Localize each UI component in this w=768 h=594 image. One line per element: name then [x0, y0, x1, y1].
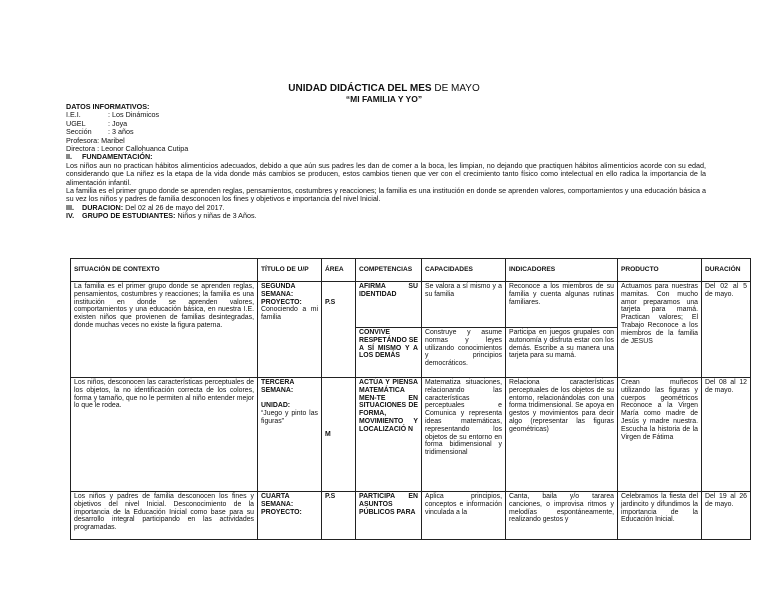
table-row [71, 492, 751, 540]
directora-row: Directora : Leonor Callohuanca Cutipa [66, 144, 189, 154]
cell-indicador: Relaciona características perceptuales de los objetos de su entorno, relacionándolas con una forma tridimensional. Se apoya en gestos y movimientos para decir algo (representar las figuras geométricas) [506, 378, 618, 492]
ie-row: I.E.I. : Los Dinámicos [66, 110, 160, 120]
grupo-row: IV. GRUPO DE ESTUDIANTES: Niños y niñas de 3 Años. [66, 211, 257, 221]
cell-titulo: TERCERA SEMANA: UNIDAD: “Juego y pinto las figuras” [258, 378, 322, 492]
cell-duracion: Del 08 al 12 de mayo. [702, 378, 751, 492]
cell-indicador: Participa en juegos grupales con autonomía y disfruta estar con los demás. Escribe a su manera una tarjeta para su mamá. [506, 328, 618, 378]
header-competencias: COMPETENCIAS [356, 259, 422, 282]
header-capacidades: CAPACIDADES [422, 259, 506, 282]
fundamentacion-paragraph-2: La familia es el primer grupo donde se aprenden reglas, pensamientos, costumbres y reacciones; la familia es una institución en donde se aprenden valores, comportamientos y una educación básica a su vez los niños y padres de familia desconocen los fines y objetivos e importancia del nivel Inicial. [66, 186, 706, 204]
cell-indicador: Reconoce a los miembros de su familia y cuenta algunas rutinas familiares. [506, 282, 618, 328]
header-area: ÁREA [322, 259, 356, 282]
cell-producto: Actuamos para nuestras mamitas. Con mucho amor preparamos una tarjeta para mamá. Practican valores; El Trabajo Reconoce a los miembros de la familia de JESUS [618, 282, 702, 378]
header-indicadores: INDICADORES [506, 259, 618, 282]
info-section [66, 103, 706, 221]
fundamentacion-paragraph-1: Los niños aun no practican hábitos alimenticios adecuados, debido a que aún sus padres les dan de comer a la boca, les limpian, no dejando que practiquen hábitos alimenticios acorde con su edad, considerando que La niñez es la etapa de la vida donde más cambios se producen, estos cambios tienen que ver con el crecimiento tanto físico como intelectual en ello radica la importancia de la alimentación infantil. [66, 160, 706, 187]
cell-area: M [322, 378, 356, 492]
table-header-row [71, 259, 751, 282]
unidad-table [70, 258, 751, 540]
cell-situacion: Los niños y padres de familia desconocen los fines y objetivos del nivel Inicial. Desconocimiento de la importancia de la Educación Inicial como base para su desarrollo integral participando en las actividades programadas. [71, 492, 258, 540]
cell-duracion: Del 19 al 26 de mayo. [702, 492, 751, 540]
cell-titulo: CUARTA SEMANA: PROYECTO: [258, 492, 322, 540]
cell-indicador: Canta, baila y/o tararea canciones, o improvisa ritmos y melodías espontáneamente, realizando gestos y [506, 492, 618, 540]
fundamentacion-heading: II. FUNDAMENTACIÓN: [66, 152, 153, 162]
ugel-row: UGEL : Joya [66, 118, 128, 128]
cell-competencia: ACTÚA Y PIENSA MATEMÁTICA MEN-TE EN SITUACIONES DE FORMA, MOVIMIENTO Y LOCALIZACIÓ N [356, 378, 422, 492]
cell-competencia: CONVIVE RESPETÁNDO SE A SÍ MISMO Y A LOS DEMÁS [356, 328, 422, 378]
seccion-row: Sección : 3 años [66, 127, 134, 137]
cell-competencia: PARTICIPA EN ASUNTOS PÚBLICOS PARA [356, 492, 422, 540]
cell-situacion: La familia es el primer grupo donde se aprenden reglas, pensamientos, costumbres y reacciones; la familia es una institución en donde se aprenden valores, comportamientos y una educación básica, en nuestra I.E. existen niños que provienen de familias desintegradas, donde muchas veces no existe la figura paterna. [71, 282, 258, 378]
document-title: UNIDAD DIDÁCTICA DEL MES DE MAYO [288, 83, 480, 94]
cell-situacion: Los niños, desconocen las características perceptuales de los objetos, la no identificación correcta de los colores, forma y tamaño, que no le permiten al niño entender mejor lo que le rodea. [71, 378, 258, 492]
cell-titulo: SEGUNDA SEMANA: PROYECTO: Conociendo a mi familia [258, 282, 322, 378]
duracion-row: III. DURACION: Del 02 al 26 de mayo del 2017. [66, 202, 225, 212]
cell-area: P.S [322, 492, 356, 540]
profesora-row: Profesora: Maribel [66, 135, 125, 145]
cell-producto: Celebramos la fiesta del jardincito y difundimos la importancia de la Educación Inicial. [618, 492, 702, 540]
cell-competencia: AFIRMA SU IDENTIDAD [356, 282, 422, 328]
header-titulo: TÍTULO DE U/P [258, 259, 322, 282]
table-row [71, 282, 751, 328]
cell-duracion: Del 02 al 5 de mayo. [702, 282, 751, 378]
header-situacion: SITUACIÓN DE CONTEXTO [71, 259, 258, 282]
cell-capacidad: Se valora a sí mismo y a su familia [422, 282, 506, 328]
cell-capacidad: Construye y asume normas y leyes utilizando conocimientos y principios democráticos. [422, 328, 506, 378]
table-row [71, 378, 751, 492]
cell-producto: Crean muñecos utilizando las figuras y cuerpos geométricos Reconoce a la Virgen María como madre de Jesús y madre nuestra. Escucha la historia de la Virgen de Fátima [618, 378, 702, 492]
header-duracion: DURACIÓN [702, 259, 751, 282]
cell-capacidad: Aplica principios, conceptos e información vinculada a la [422, 492, 506, 540]
header-producto: PRODUCTO [618, 259, 702, 282]
document-subtitle: “MI FAMILIA Y YO” [345, 94, 423, 104]
datos-heading: DATOS INFORMATIVOS: [66, 102, 150, 111]
cell-area: P.S [322, 282, 356, 378]
cell-capacidad: Matematiza situaciones, relacionando las características perceptuales e Comunica y representa ideas matemáticas, representando los objetos de su entorno en forma bidimensional y tridimensional [422, 378, 506, 492]
